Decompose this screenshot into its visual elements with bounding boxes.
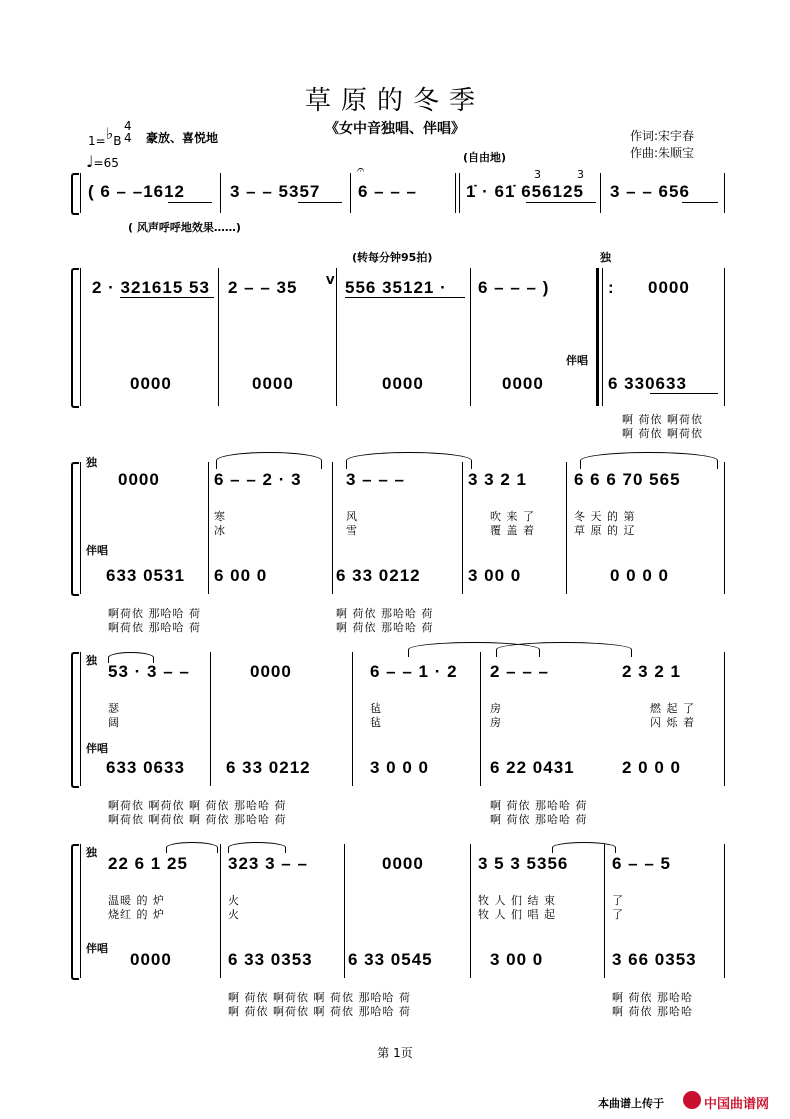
- underline: [650, 393, 718, 394]
- barline: [220, 844, 221, 978]
- score-subtitle: 《女中音独唱、伴唱》: [325, 121, 465, 137]
- solo-measure-1: 53 · 3 – –: [108, 662, 190, 681]
- barline: [344, 844, 345, 978]
- site-name[interactable]: 中国曲谱网: [704, 1097, 770, 1112]
- lyric: 火: [228, 894, 240, 907]
- chorus-measure-3: 0000: [382, 374, 424, 393]
- measure-4: 1̇ · 61̇ 656125: [466, 182, 584, 201]
- chorus-measure-2: 6 33 0212: [226, 758, 311, 777]
- chorus-lyric: 啊 荷依 那哈哈 荷: [336, 621, 434, 634]
- underline: [120, 297, 214, 298]
- measure-2: 2 – – 35: [228, 278, 298, 297]
- upload-text: 本曲谱上传于: [598, 1097, 664, 1110]
- barline: [220, 173, 221, 213]
- barline: [604, 844, 605, 978]
- solo-label: 独: [86, 846, 97, 859]
- intro-note: ( 风声呼呼地效果……): [128, 221, 241, 234]
- lyric: 温暖 的 炉: [108, 894, 165, 907]
- chorus-measure-1: 0000: [130, 950, 172, 969]
- barline: [210, 652, 211, 786]
- solo-label: 独: [600, 251, 611, 264]
- solo-measure-5: 2 3 2 1: [622, 662, 681, 681]
- repeat-dots: :: [608, 278, 615, 297]
- slur: [346, 452, 472, 469]
- tempo-change: (转每分钟95拍): [352, 251, 433, 264]
- system-brace: [71, 462, 79, 596]
- barline: [336, 268, 337, 406]
- chorus-lyric: 啊 荷依 那哈哈 荷: [490, 813, 588, 826]
- barline: [459, 173, 460, 213]
- chorus-measure-1: 633 0531: [106, 566, 185, 585]
- lyric: 瑟: [108, 702, 120, 715]
- slur: [216, 452, 322, 469]
- chorus-lyric: 啊 荷依 那哈哈 荷: [490, 799, 588, 812]
- slur: [228, 842, 286, 853]
- underline: [168, 202, 212, 203]
- barline: [470, 268, 471, 406]
- chorus-measure-5: 3 66 0353: [612, 950, 697, 969]
- barline: [724, 844, 725, 978]
- chorus-lyric: 啊 荷依 那哈哈: [612, 1005, 693, 1018]
- barline: [218, 268, 219, 406]
- fermata-icon: 𝄐: [357, 163, 365, 178]
- lyric: 雪: [346, 524, 358, 537]
- barline: [80, 462, 81, 594]
- chorus-measure-2: 0000: [252, 374, 294, 393]
- chorus-lyric: 啊 荷依 那哈哈: [612, 991, 693, 1004]
- barline: [724, 652, 725, 786]
- chorus-lyric: 啊荷依 啊荷依 啊 荷依 那哈哈 荷: [108, 799, 287, 812]
- chorus-measure-1: 0000: [130, 374, 172, 393]
- chorus-measure-5: 2 0 0 0: [622, 758, 681, 777]
- underline: [345, 297, 465, 298]
- system-brace: [71, 268, 79, 408]
- chorus-measure-4: 3 00 0: [490, 950, 544, 969]
- lyricist: 作词:宋宇春: [630, 129, 695, 143]
- lyric: 了: [612, 908, 624, 921]
- chorus-lyric: 啊荷依 啊荷依 啊 荷依 那哈哈 荷: [108, 813, 287, 826]
- barline: [724, 173, 725, 213]
- flat-icon: ♭: [105, 124, 114, 143]
- chorus-label: 伴唱: [566, 354, 588, 367]
- chorus-lyric: 啊 荷依 啊荷依 啊 荷依 那哈哈 荷: [228, 991, 411, 1004]
- lyric: 火: [228, 908, 240, 921]
- chorus-lyric: 啊 荷依 啊荷依 啊 荷依 那哈哈 荷: [228, 1005, 411, 1018]
- solo-measure-5: 6 – – 5: [612, 854, 671, 873]
- chorus-lyric: 啊荷依 那哈哈 荷: [108, 621, 201, 634]
- barline: [724, 268, 725, 406]
- quarter-note-icon: ♩: [86, 152, 94, 171]
- chorus-measure-2: 6 33 0353: [228, 950, 313, 969]
- barline: [480, 652, 481, 786]
- time-signature: 4 4: [124, 119, 132, 145]
- triplet-mark: 3: [577, 168, 584, 181]
- barline: [80, 844, 81, 978]
- barline: [80, 268, 81, 406]
- barline: [602, 268, 603, 406]
- measure-2: 3 – – 5357: [230, 182, 321, 201]
- chorus-measure-4: 6 22 0431: [490, 758, 575, 777]
- barline: [724, 462, 725, 594]
- solo-label: 独: [86, 456, 97, 469]
- breath-mark: V: [326, 274, 335, 287]
- chorus-lyric-line-2: 啊 荷依 啊荷依: [622, 427, 703, 440]
- solo-measure-2: 323 3 – –: [228, 854, 308, 873]
- chorus-measure-4: 3 00 0: [468, 566, 522, 585]
- lyric: 阔: [108, 716, 120, 729]
- solo-measure-3: 6 – – 1 · 2: [370, 662, 458, 681]
- solo-measure-3: 3 – – –: [346, 470, 405, 489]
- solo-measure-2: 6 – – 2 · 3: [214, 470, 302, 489]
- solo-label: 独: [86, 654, 97, 667]
- slur: [580, 452, 718, 469]
- site-logo-icon: [683, 1091, 701, 1109]
- barline: [208, 462, 209, 594]
- chorus-lyric-line-1: 啊 荷依 啊荷依: [622, 413, 703, 426]
- solo-measure-4: 3 5 3 5356: [478, 854, 569, 873]
- barline: [80, 173, 81, 213]
- lyric: 烧红 的 炉: [108, 908, 165, 921]
- lyric: 毡: [370, 716, 382, 729]
- lyric: 覆 盖 着: [490, 524, 535, 537]
- free-time-mark: (自由地): [463, 151, 507, 164]
- barline: [350, 173, 351, 213]
- chorus-measure-5: 0 0 0 0: [610, 566, 669, 585]
- system-brace: [71, 844, 79, 980]
- barline: [352, 652, 353, 786]
- page-number: 第 1页: [377, 1046, 413, 1060]
- chorus-measure-4: 0000: [502, 374, 544, 393]
- system-brace: [71, 173, 79, 215]
- slur: [552, 842, 616, 853]
- tempo-marking: ♩=65: [86, 152, 119, 171]
- chorus-measure-2: 6 00 0: [214, 566, 268, 585]
- underline: [526, 202, 596, 203]
- slur: [496, 642, 632, 657]
- slur: [166, 842, 218, 853]
- lyric: 寒: [214, 510, 226, 523]
- chorus-measure-3: 3 0 0 0: [370, 758, 429, 777]
- lyric: 吹 来 了: [490, 510, 535, 523]
- triplet-mark: 3: [534, 168, 541, 181]
- double-barline: [596, 268, 599, 406]
- solo-measure-2: 0000: [250, 662, 292, 681]
- barline: [455, 173, 456, 213]
- barline: [80, 652, 81, 786]
- composer: 作曲:朱顺宝: [630, 146, 695, 160]
- solo-measure-3: 0000: [382, 854, 424, 873]
- barline: [470, 844, 471, 978]
- score-title: 草原的冬季: [304, 86, 485, 116]
- lyric: 草 原 的 辽: [574, 524, 636, 537]
- measure-1: ( 6 – –1612: [88, 182, 186, 201]
- chorus-label: 伴唱: [86, 742, 108, 755]
- lyric: 闪 烁 着: [650, 716, 695, 729]
- chorus-lyric: 啊 荷依 那哈哈 荷: [336, 607, 434, 620]
- barline: [462, 462, 463, 594]
- solo-measure-4: 2 – – –: [490, 662, 549, 681]
- underline: [682, 202, 718, 203]
- lyric: 燃 起 了: [650, 702, 695, 715]
- underline: [298, 202, 342, 203]
- solo-measure-5: 0000: [648, 278, 690, 297]
- measure-5: 3 – – 656: [610, 182, 690, 201]
- system-brace: [71, 652, 79, 788]
- solo-measure-1: 22 6 1 25: [108, 854, 188, 873]
- chorus-measure-3: 6 33 0545: [348, 950, 433, 969]
- solo-measure-1: 0000: [118, 470, 160, 489]
- lyric: 冬 天 的 第: [574, 510, 636, 523]
- expression-mark: 豪放、喜悦地: [146, 131, 219, 145]
- key-signature: 1=♭B: [88, 124, 122, 148]
- lyric: 毡: [370, 702, 382, 715]
- barline: [566, 462, 567, 594]
- chorus-lyric: 啊荷依 那哈哈 荷: [108, 607, 201, 620]
- chorus-measure-1: 633 0633: [106, 758, 185, 777]
- chorus-label: 伴唱: [86, 544, 108, 557]
- chorus-measure-5: 6 330633: [608, 374, 687, 393]
- solo-measure-5: 6 6 6 70 565: [574, 470, 681, 489]
- barline: [332, 462, 333, 594]
- lyric: 风: [346, 510, 358, 523]
- lyric: 房: [490, 702, 502, 715]
- lyric: 房: [490, 716, 502, 729]
- lyric: 了: [612, 894, 624, 907]
- lyric: 牧 人 们 唱 起: [478, 908, 556, 921]
- measure-4: 6 – – – ): [478, 278, 550, 297]
- measure-3: 6 – – –: [358, 182, 417, 201]
- barline: [600, 173, 601, 213]
- measure-3: 556 35121 ·: [345, 278, 447, 297]
- measure-1: 2 · 321615 53: [92, 278, 210, 297]
- chorus-label: 伴唱: [86, 942, 108, 955]
- solo-measure-4: 3 3 2 1: [468, 470, 527, 489]
- lyric: 冰: [214, 524, 226, 537]
- lyric: 牧 人 们 结 束: [478, 894, 556, 907]
- chorus-measure-3: 6 33 0212: [336, 566, 421, 585]
